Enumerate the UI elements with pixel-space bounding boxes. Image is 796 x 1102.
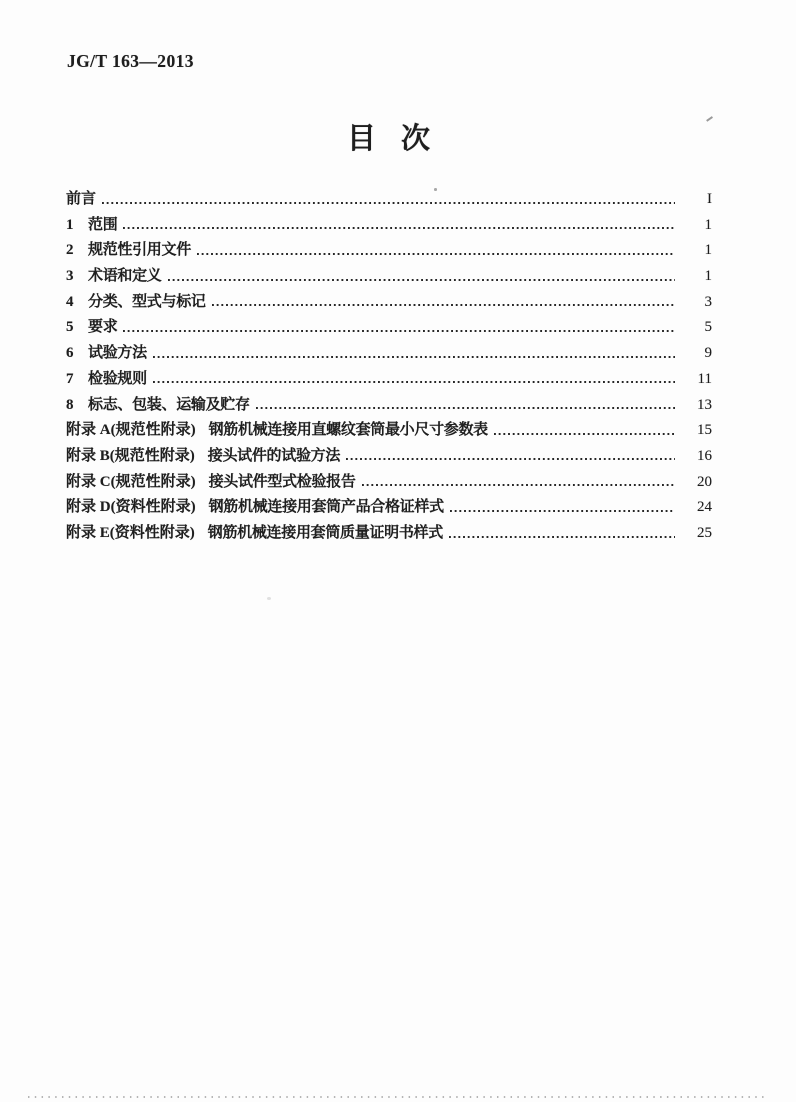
toc-entry-title: 接头试件的试验方法	[207, 447, 341, 464]
toc-row-appendix-c	[66, 470, 712, 496]
toc-row-4	[66, 290, 712, 316]
toc-row-appendix-a	[66, 418, 712, 444]
dot-leader	[102, 187, 675, 213]
page-number: 25	[697, 524, 712, 541]
page-number: 15	[697, 422, 712, 439]
dot-leader	[362, 470, 675, 496]
page-number: 11	[697, 370, 712, 387]
toc-entry-title: 钢筋机械连接用套筒质量证明书样式	[207, 524, 443, 541]
toc-row-2	[66, 238, 712, 264]
toc-row-appendix-e	[66, 521, 712, 547]
dot-leader	[494, 418, 675, 444]
dot-leader	[197, 238, 675, 264]
dot-leader	[123, 213, 675, 239]
toc-row-7	[66, 367, 712, 393]
page-number: I	[707, 191, 712, 207]
toc-entry-label: 附录 C(规范性附录)	[66, 473, 196, 490]
page-number: 20	[697, 473, 712, 490]
toc-entry-number: 8	[66, 396, 74, 413]
toc-entry-title: 检验规则	[88, 370, 147, 387]
toc-entry-number: 2	[66, 242, 74, 259]
page-number: 1	[704, 216, 712, 233]
dot-leader	[346, 444, 675, 470]
toc-entry-title: 钢筋机械连接用直螺纹套筒最小尺寸参数表	[208, 422, 488, 439]
toc-entry-label: 附录 A(规范性附录)	[66, 422, 196, 439]
scan-artifact-tick	[706, 116, 713, 121]
dot-leader	[450, 495, 675, 521]
toc-entry-title: 术语和定义	[88, 268, 162, 285]
toc-entry-title: 标志、包装、运输及贮存	[88, 396, 250, 413]
dot-leader	[168, 264, 675, 290]
page-number: 16	[697, 447, 712, 464]
toc-row-foreword	[66, 187, 712, 213]
page-number: 1	[704, 242, 712, 259]
toc-entry-title: 要求	[88, 319, 118, 336]
standard-code: JG/T 163—2013	[67, 51, 194, 71]
toc-row-5	[66, 315, 712, 341]
toc-entry-title: 钢筋机械连接用套筒产品合格证样式	[208, 499, 444, 516]
toc-row-3	[66, 264, 712, 290]
toc-entry-title: 规范性引用文件	[88, 242, 191, 259]
page-number: 24	[697, 499, 712, 516]
toc-row-appendix-b	[66, 444, 712, 470]
toc-entry-label: 附录 E(资料性附录)	[66, 524, 195, 541]
dot-leader	[153, 341, 675, 367]
toc-entry-title: 分类、型式与标记	[88, 293, 206, 310]
page-number: 3	[704, 293, 712, 310]
toc-entry-number: 4	[66, 293, 74, 310]
page-title: 目次	[347, 123, 456, 155]
toc-entry-number: 1	[66, 216, 74, 233]
page-number: 1	[704, 268, 712, 285]
toc-row-1	[66, 213, 712, 239]
toc-entry-title: 接头试件型式检验报告	[208, 473, 356, 490]
dot-leader	[153, 367, 675, 393]
table-of-contents	[66, 187, 712, 547]
toc-entry-label: 附录 D(资料性附录)	[66, 499, 196, 516]
toc-row-6	[66, 341, 712, 367]
toc-entry-number: 3	[66, 268, 74, 285]
page-number: 9	[704, 345, 712, 362]
toc-entry-number: 6	[66, 345, 74, 362]
toc-row-appendix-d	[66, 495, 712, 521]
toc-entry-title: 范围	[88, 216, 118, 233]
scan-artifact-speck	[267, 597, 271, 600]
dot-leader	[449, 521, 675, 547]
toc-entry-number: 5	[66, 319, 74, 336]
toc-entry-title: 试验方法	[88, 345, 147, 362]
dot-leader	[256, 393, 675, 419]
page-number: 13	[697, 396, 712, 413]
toc-entry-number: 7	[66, 370, 74, 387]
scan-artifact-bottom-dotted-line	[28, 1096, 768, 1098]
page-number: 5	[704, 319, 712, 336]
toc-entry-label: 附录 B(规范性附录)	[66, 447, 195, 464]
toc-row-8	[66, 393, 712, 419]
dot-leader	[123, 315, 675, 341]
dot-leader	[212, 290, 675, 316]
toc-entry-label: 前言	[66, 191, 97, 207]
